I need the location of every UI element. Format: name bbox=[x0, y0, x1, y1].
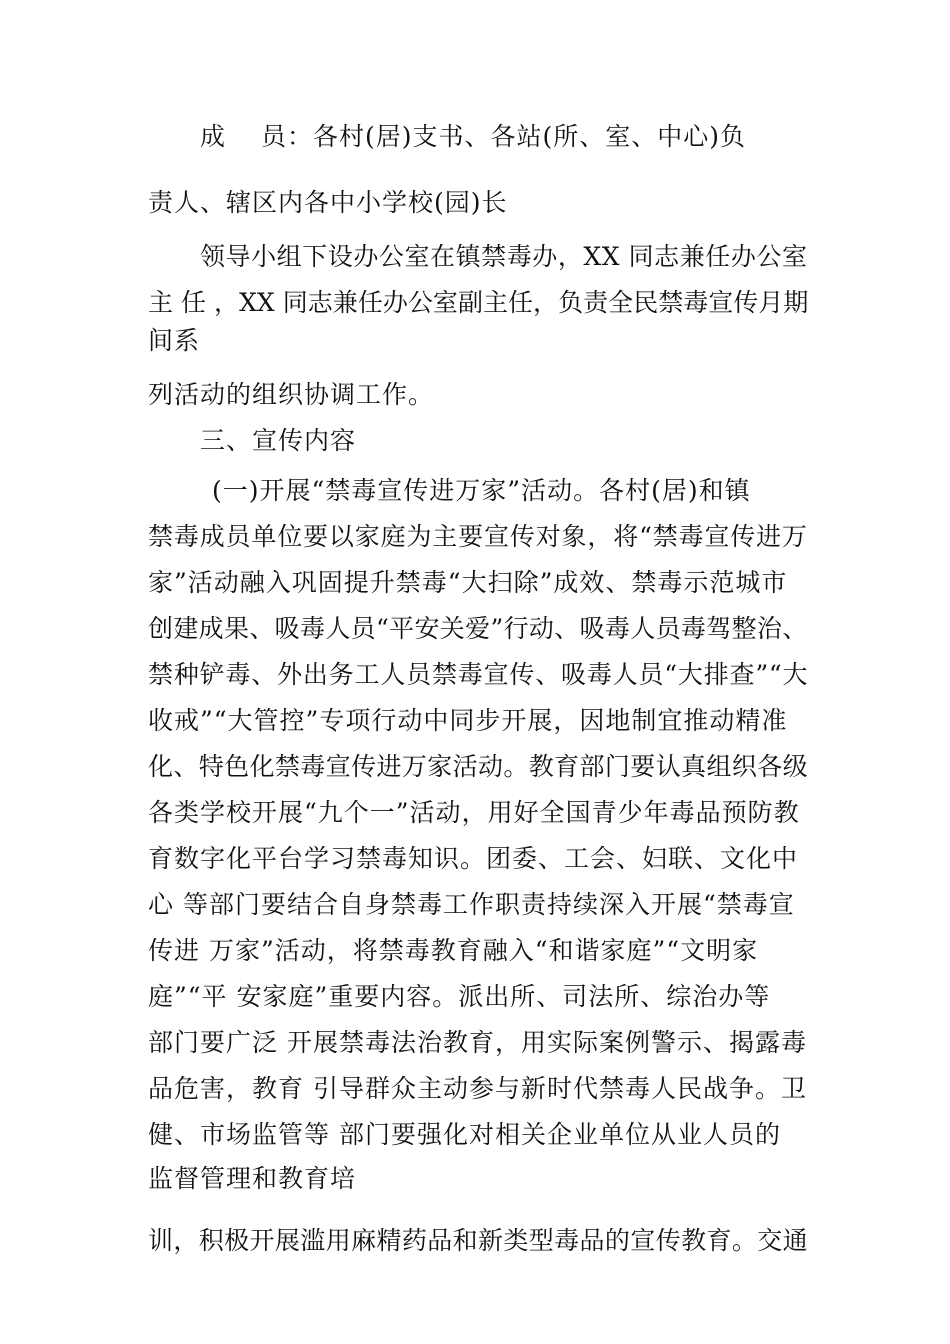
text-line-office: 领导小组下设办公室在镇禁毒办，XX 同志兼任办公室 bbox=[200, 242, 808, 271]
text-line: 部门要广泛 开展禁毒法治教育，用实际案例警示、揭露毒 bbox=[148, 1028, 807, 1057]
text-line: 化、特色化禁毒宣传进万家活动。教育部门要认真组织各级 bbox=[148, 752, 809, 781]
section-heading: 三、宣传内容 bbox=[200, 426, 357, 455]
text-line: 监督管理和教育培 bbox=[148, 1164, 357, 1193]
text-line: 创建成果、吸毒人员“平安关爱”行动、吸毒人员毒驾整治、 bbox=[148, 614, 808, 643]
text-line: 庭”“平 安家庭”重要内容。派出所、司法所、综治办等 bbox=[148, 982, 771, 1011]
text-line: 收戒”“大管控”专项行动中同步开展，因地制宜推动精准 bbox=[148, 706, 788, 735]
text-line: 主 任 ，XX 同志兼任办公室副主任，负责全民禁毒宣传月期 bbox=[148, 288, 809, 317]
text-line: 禁毒成员单位要以家庭为主要宣传对象，将“禁毒宣传进万 bbox=[148, 522, 808, 551]
text-line: 传进 万家”活动，将禁毒教育融入“和谐家庭”“文明家 bbox=[148, 936, 759, 965]
text-line: 育数字化平台学习禁毒知识。团委、工会、妇联、文化中 bbox=[148, 844, 799, 873]
text-line: 心 等部门要结合自身禁毒工作职责持续深入开展“禁毒宣 bbox=[148, 890, 795, 919]
text-line: 间系 bbox=[148, 326, 201, 355]
text-line: 训，积极开展滥用麻精药品和新类型毒品的宣传教育。交通 bbox=[148, 1226, 809, 1255]
text-line: 各类学校开展“九个一”活动，用好全国青少年毒品预防教 bbox=[148, 798, 800, 827]
text-line: 家”活动融入巩固提升禁毒“大扫除”成效、禁毒示范城市 bbox=[148, 568, 788, 597]
text-line: 品危害，教育 引导群众主动参与新时代禁毒人民战争。卫 bbox=[148, 1074, 807, 1103]
text-line: 健、市场监管等 部门要强化对相关企业单位从业人员的 bbox=[148, 1120, 781, 1149]
text-line: 责人、辖区内各中小学校(园)长 bbox=[148, 188, 508, 217]
text-line: 列活动的组织协调工作。 bbox=[148, 380, 435, 409]
text-line-members: 成 员：各村(居)支书、各站(所、室、中心)负 bbox=[200, 122, 746, 151]
subsection-heading: (一)开展“禁毒宣传进万家”活动。各村(居)和镇 bbox=[212, 476, 751, 505]
text-line: 禁种铲毒、外出务工人员禁毒宣传、吸毒人员“大排查”“大 bbox=[148, 660, 809, 689]
